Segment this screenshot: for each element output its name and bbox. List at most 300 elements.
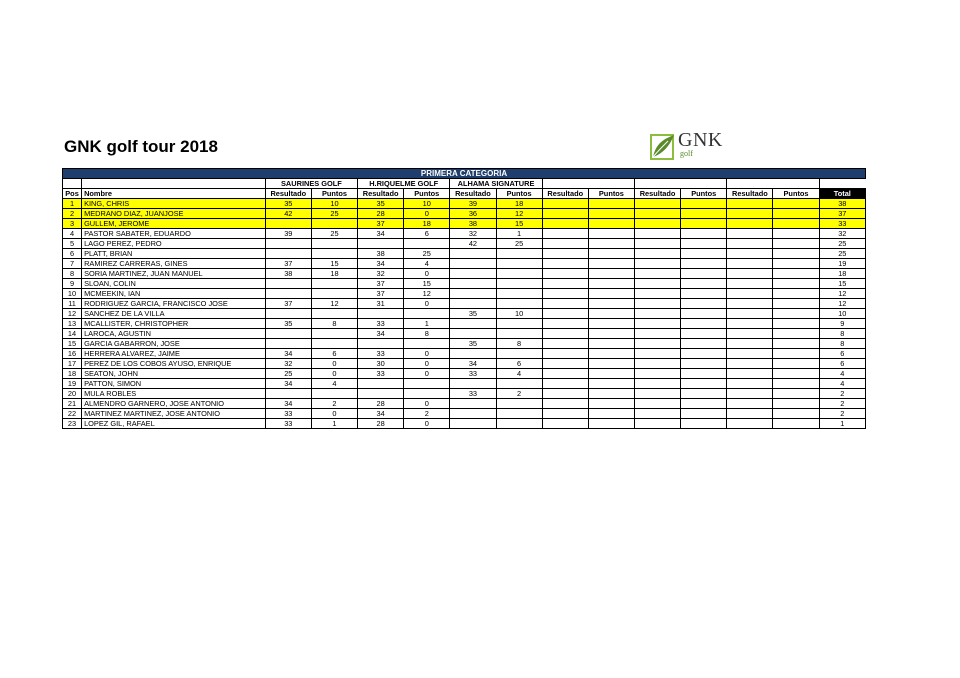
- empty-cell: [681, 229, 727, 239]
- row-total: 1: [819, 419, 865, 429]
- empty-cell: [634, 309, 680, 319]
- row-result: 33: [358, 349, 404, 359]
- empty-cell: [634, 379, 680, 389]
- row-total: 6: [819, 359, 865, 369]
- empty-cell: [727, 329, 773, 339]
- empty-cell: [727, 389, 773, 399]
- empty-cell: [588, 409, 634, 419]
- row-result: [265, 249, 311, 259]
- empty-cell: [773, 289, 819, 299]
- empty-cell: [542, 329, 588, 339]
- row-name: SANCHEZ DE LA VILLA: [82, 309, 266, 319]
- row-result: [358, 339, 404, 349]
- row-result: 35: [265, 319, 311, 329]
- row-name: LAROCA, AGUSTIN: [82, 329, 266, 339]
- row-name: MCMEEKIN, IAN: [82, 289, 266, 299]
- empty-cell: [634, 419, 680, 429]
- empty-cell: [681, 209, 727, 219]
- row-name: MULA ROBLES: [82, 389, 266, 399]
- row-points: 10: [311, 199, 357, 209]
- row-result: [265, 309, 311, 319]
- empty-cell: [542, 349, 588, 359]
- col-result: Resultado: [542, 189, 588, 199]
- row-points: [496, 329, 542, 339]
- row-total: 12: [819, 289, 865, 299]
- row-name: KING, CHRIS: [82, 199, 266, 209]
- empty-cell: [727, 299, 773, 309]
- empty-cell: [681, 309, 727, 319]
- empty-cell: [542, 339, 588, 349]
- row-result: 30: [358, 359, 404, 369]
- row-result: [358, 239, 404, 249]
- empty-cell: [727, 269, 773, 279]
- row-result: 25: [265, 369, 311, 379]
- col-name: Nombre: [82, 189, 266, 199]
- empty-cell: [773, 359, 819, 369]
- empty-cell: [773, 299, 819, 309]
- empty-cell: [681, 279, 727, 289]
- row-result: 34: [358, 329, 404, 339]
- table-row: [63, 289, 866, 299]
- blank-cell: [82, 179, 266, 189]
- empty-cell: [773, 249, 819, 259]
- row-name: MEDRANO DIAZ, JUANJOSE: [82, 209, 266, 219]
- row-result: 34: [265, 379, 311, 389]
- empty-cell: [542, 359, 588, 369]
- row-result: [450, 249, 496, 259]
- row-result: 34: [265, 399, 311, 409]
- empty-cell: [727, 359, 773, 369]
- row-points: [311, 309, 357, 319]
- empty-cell: [681, 259, 727, 269]
- table-row: [63, 379, 866, 389]
- empty-cell: [773, 279, 819, 289]
- row-points: 0: [404, 359, 450, 369]
- row-points: 18: [311, 269, 357, 279]
- row-result: 32: [358, 269, 404, 279]
- empty-cell: [773, 259, 819, 269]
- empty-cell: [773, 239, 819, 249]
- row-position: 1: [63, 199, 82, 209]
- empty-cell: [681, 339, 727, 349]
- row-result: [265, 329, 311, 339]
- empty-cell: [681, 349, 727, 359]
- row-result: 36: [450, 209, 496, 219]
- row-result: 33: [450, 389, 496, 399]
- empty-cell: [588, 229, 634, 239]
- empty-cell: [634, 349, 680, 359]
- empty-cell: [681, 299, 727, 309]
- col-result: Resultado: [634, 189, 680, 199]
- col-points: Puntos: [496, 189, 542, 199]
- table-row: [63, 399, 866, 409]
- table-row: [63, 309, 866, 319]
- row-position: 13: [63, 319, 82, 329]
- row-result: 42: [265, 209, 311, 219]
- row-position: 18: [63, 369, 82, 379]
- row-total: 8: [819, 329, 865, 339]
- table-row: [63, 349, 866, 359]
- empty-cell: [681, 419, 727, 429]
- row-points: [311, 219, 357, 229]
- empty-cell: [588, 419, 634, 429]
- empty-cell: [588, 199, 634, 209]
- row-result: 34: [358, 259, 404, 269]
- col-total: Total: [819, 189, 865, 199]
- empty-cell: [681, 369, 727, 379]
- empty-cell: [588, 239, 634, 249]
- row-name: HERRERA ALVAREZ, JAIME: [82, 349, 266, 359]
- row-total: 12: [819, 299, 865, 309]
- empty-cell: [634, 229, 680, 239]
- row-points: [311, 249, 357, 259]
- empty-cell: [542, 369, 588, 379]
- row-points: 0: [404, 419, 450, 429]
- row-position: 17: [63, 359, 82, 369]
- empty-cell: [773, 339, 819, 349]
- empty-cell: [634, 239, 680, 249]
- row-position: 21: [63, 399, 82, 409]
- category-banner-row: [63, 169, 866, 179]
- row-result: [450, 279, 496, 289]
- empty-cell: [634, 409, 680, 419]
- empty-cell: [773, 379, 819, 389]
- row-result: 33: [265, 419, 311, 429]
- row-total: 10: [819, 309, 865, 319]
- row-total: 37: [819, 209, 865, 219]
- empty-cell: [542, 299, 588, 309]
- empty-cell: [773, 209, 819, 219]
- col-points: Puntos: [588, 189, 634, 199]
- row-result: [450, 329, 496, 339]
- row-points: [404, 309, 450, 319]
- empty-cell: [542, 409, 588, 419]
- row-result: [450, 259, 496, 269]
- row-points: [496, 399, 542, 409]
- row-result: [265, 289, 311, 299]
- col-points: Puntos: [311, 189, 357, 199]
- empty-cell: [773, 389, 819, 399]
- row-points: [404, 379, 450, 389]
- empty-cell: [634, 289, 680, 299]
- col-pos: Pos: [63, 189, 82, 199]
- empty-cell: [773, 419, 819, 429]
- table-row: [63, 389, 866, 399]
- row-result: 28: [358, 399, 404, 409]
- row-position: 2: [63, 209, 82, 219]
- empty-cell: [634, 359, 680, 369]
- empty-cell: [773, 409, 819, 419]
- row-total: 25: [819, 239, 865, 249]
- row-result: 33: [358, 369, 404, 379]
- row-result: [450, 299, 496, 309]
- row-points: [311, 289, 357, 299]
- empty-cell: [773, 229, 819, 239]
- row-points: 2: [311, 399, 357, 409]
- row-total: 25: [819, 249, 865, 259]
- empty-cell: [727, 259, 773, 269]
- table-row: [63, 219, 866, 229]
- row-result: 35: [265, 199, 311, 209]
- row-result: [358, 389, 404, 399]
- row-points: 1: [496, 229, 542, 239]
- empty-cell: [634, 279, 680, 289]
- empty-cell: [634, 209, 680, 219]
- row-name: MCALLISTER, CHRISTOPHER: [82, 319, 266, 329]
- row-position: 9: [63, 279, 82, 289]
- empty-cell: [542, 379, 588, 389]
- row-points: [496, 409, 542, 419]
- table-row: [63, 209, 866, 219]
- row-points: 0: [404, 369, 450, 379]
- empty-cell: [727, 319, 773, 329]
- row-result: [265, 389, 311, 399]
- row-position: 3: [63, 219, 82, 229]
- row-result: 32: [265, 359, 311, 369]
- category-banner: PRIMERA CATEGORIA: [63, 169, 866, 179]
- row-points: 15: [496, 219, 542, 229]
- empty-cell: [727, 419, 773, 429]
- row-result: 34: [358, 229, 404, 239]
- row-total: 2: [819, 389, 865, 399]
- row-result: 39: [450, 199, 496, 209]
- col-result: Resultado: [358, 189, 404, 199]
- row-result: 37: [358, 289, 404, 299]
- row-position: 7: [63, 259, 82, 269]
- table-row: [63, 259, 866, 269]
- row-points: 15: [311, 259, 357, 269]
- empty-cell: [727, 219, 773, 229]
- empty-cell: [727, 229, 773, 239]
- empty-cell: [773, 199, 819, 209]
- empty-cell: [681, 399, 727, 409]
- row-result: [450, 319, 496, 329]
- row-name: SORIA MARTINEZ, JUAN MANUEL: [82, 269, 266, 279]
- row-points: 0: [404, 209, 450, 219]
- table-row: [63, 269, 866, 279]
- empty-cell: [634, 389, 680, 399]
- row-points: 18: [404, 219, 450, 229]
- course-header-row: [63, 179, 866, 189]
- row-points: 12: [311, 299, 357, 309]
- table-row: [63, 299, 866, 309]
- row-points: 4: [496, 369, 542, 379]
- empty-cell: [681, 199, 727, 209]
- row-points: 0: [311, 359, 357, 369]
- row-result: 28: [358, 419, 404, 429]
- empty-cell: [727, 289, 773, 299]
- row-name: PEREZ DE LOS COBOS AYUSO, ENRIQUE: [82, 359, 266, 369]
- row-result: [450, 349, 496, 359]
- logo-subtext: golf: [680, 149, 693, 158]
- empty-cell: [727, 309, 773, 319]
- row-position: 20: [63, 389, 82, 399]
- row-result: 35: [450, 339, 496, 349]
- row-position: 23: [63, 419, 82, 429]
- empty-cell: [773, 219, 819, 229]
- table-row: [63, 419, 866, 429]
- row-name: MARTINEZ MARTINEZ, JOSE ANTONIO: [82, 409, 266, 419]
- row-points: 0: [404, 399, 450, 409]
- empty-cell: [727, 249, 773, 259]
- empty-cell: [542, 249, 588, 259]
- row-result: [450, 409, 496, 419]
- empty-cell: [727, 379, 773, 389]
- empty-cell: [588, 279, 634, 289]
- empty-cell: [588, 219, 634, 229]
- row-points: 4: [404, 259, 450, 269]
- empty-cell: [542, 269, 588, 279]
- row-points: 8: [404, 329, 450, 339]
- empty-cell: [588, 269, 634, 279]
- empty-cell: [727, 399, 773, 409]
- row-result: 37: [265, 259, 311, 269]
- table-row: [63, 369, 866, 379]
- row-position: 4: [63, 229, 82, 239]
- course-header: [727, 179, 819, 189]
- blank-cell: [63, 179, 82, 189]
- empty-cell: [588, 359, 634, 369]
- row-result: 39: [265, 229, 311, 239]
- row-result: 35: [450, 309, 496, 319]
- row-total: 18: [819, 269, 865, 279]
- empty-cell: [681, 249, 727, 259]
- row-points: 0: [311, 369, 357, 379]
- row-points: [496, 269, 542, 279]
- row-result: 31: [358, 299, 404, 309]
- row-result: [358, 379, 404, 389]
- empty-cell: [681, 319, 727, 329]
- col-result: Resultado: [450, 189, 496, 199]
- row-result: [265, 219, 311, 229]
- row-total: 2: [819, 399, 865, 409]
- empty-cell: [542, 229, 588, 239]
- empty-cell: [773, 369, 819, 379]
- row-points: [496, 419, 542, 429]
- empty-cell: [681, 239, 727, 249]
- empty-cell: [634, 219, 680, 229]
- row-total: 4: [819, 369, 865, 379]
- empty-cell: [681, 329, 727, 339]
- empty-cell: [542, 419, 588, 429]
- row-result: [450, 379, 496, 389]
- row-points: 4: [311, 379, 357, 389]
- page-title: GNK golf tour 2018: [64, 137, 218, 156]
- empty-cell: [588, 209, 634, 219]
- row-result: [265, 339, 311, 349]
- row-points: [311, 389, 357, 399]
- row-result: 35: [358, 199, 404, 209]
- empty-cell: [727, 369, 773, 379]
- empty-cell: [681, 379, 727, 389]
- row-result: [265, 239, 311, 249]
- row-points: [404, 239, 450, 249]
- empty-cell: [773, 399, 819, 409]
- row-points: 0: [404, 299, 450, 309]
- row-points: 2: [496, 389, 542, 399]
- empty-cell: [588, 259, 634, 269]
- logo-text: GNK: [678, 129, 723, 151]
- empty-cell: [588, 349, 634, 359]
- row-points: 8: [311, 319, 357, 329]
- empty-cell: [542, 219, 588, 229]
- row-result: [450, 419, 496, 429]
- col-result: Resultado: [265, 189, 311, 199]
- row-position: 22: [63, 409, 82, 419]
- row-result: 38: [358, 249, 404, 259]
- row-name: PLATT, BRIAN: [82, 249, 266, 259]
- empty-cell: [588, 299, 634, 309]
- table-row: [63, 239, 866, 249]
- row-name: GARCIA GABARRON, JOSE: [82, 339, 266, 349]
- row-total: 38: [819, 199, 865, 209]
- empty-cell: [773, 309, 819, 319]
- row-position: 15: [63, 339, 82, 349]
- empty-cell: [634, 259, 680, 269]
- empty-cell: [681, 409, 727, 419]
- blank-cell: [819, 179, 865, 189]
- row-name: PATTON, SIMON: [82, 379, 266, 389]
- row-points: 10: [404, 199, 450, 209]
- empty-cell: [773, 319, 819, 329]
- table-row: [63, 409, 866, 419]
- row-position: 12: [63, 309, 82, 319]
- row-name: ALMENDRO GARNERO, JOSE ANTONIO: [82, 399, 266, 409]
- course-header: [542, 179, 634, 189]
- empty-cell: [634, 399, 680, 409]
- column-header-row: [63, 189, 866, 199]
- table-row: [63, 279, 866, 289]
- row-total: 32: [819, 229, 865, 239]
- col-points: Puntos: [404, 189, 450, 199]
- empty-cell: [542, 239, 588, 249]
- empty-cell: [588, 379, 634, 389]
- row-points: 18: [496, 199, 542, 209]
- row-position: 10: [63, 289, 82, 299]
- row-result: 32: [450, 229, 496, 239]
- empty-cell: [588, 289, 634, 299]
- gnk-leaf-icon: [650, 131, 676, 161]
- row-result: [450, 399, 496, 409]
- row-points: [311, 279, 357, 289]
- row-result: 37: [265, 299, 311, 309]
- row-points: 6: [311, 349, 357, 359]
- row-name: GULLEM, JEROME: [82, 219, 266, 229]
- empty-cell: [727, 339, 773, 349]
- empty-cell: [773, 329, 819, 339]
- row-result: [450, 269, 496, 279]
- empty-cell: [634, 329, 680, 339]
- row-result: 38: [450, 219, 496, 229]
- table-row: [63, 249, 866, 259]
- empty-cell: [542, 389, 588, 399]
- empty-cell: [542, 199, 588, 209]
- row-result: [265, 279, 311, 289]
- row-name: SLOAN, COLIN: [82, 279, 266, 289]
- row-points: [496, 379, 542, 389]
- empty-cell: [542, 399, 588, 409]
- row-points: 12: [496, 209, 542, 219]
- empty-cell: [727, 209, 773, 219]
- row-result: 33: [265, 409, 311, 419]
- empty-cell: [542, 289, 588, 299]
- row-points: [311, 329, 357, 339]
- row-name: LAGO PEREZ, PEDRO: [82, 239, 266, 249]
- row-points: 25: [311, 229, 357, 239]
- row-points: 10: [496, 309, 542, 319]
- table-row: [63, 329, 866, 339]
- empty-cell: [634, 339, 680, 349]
